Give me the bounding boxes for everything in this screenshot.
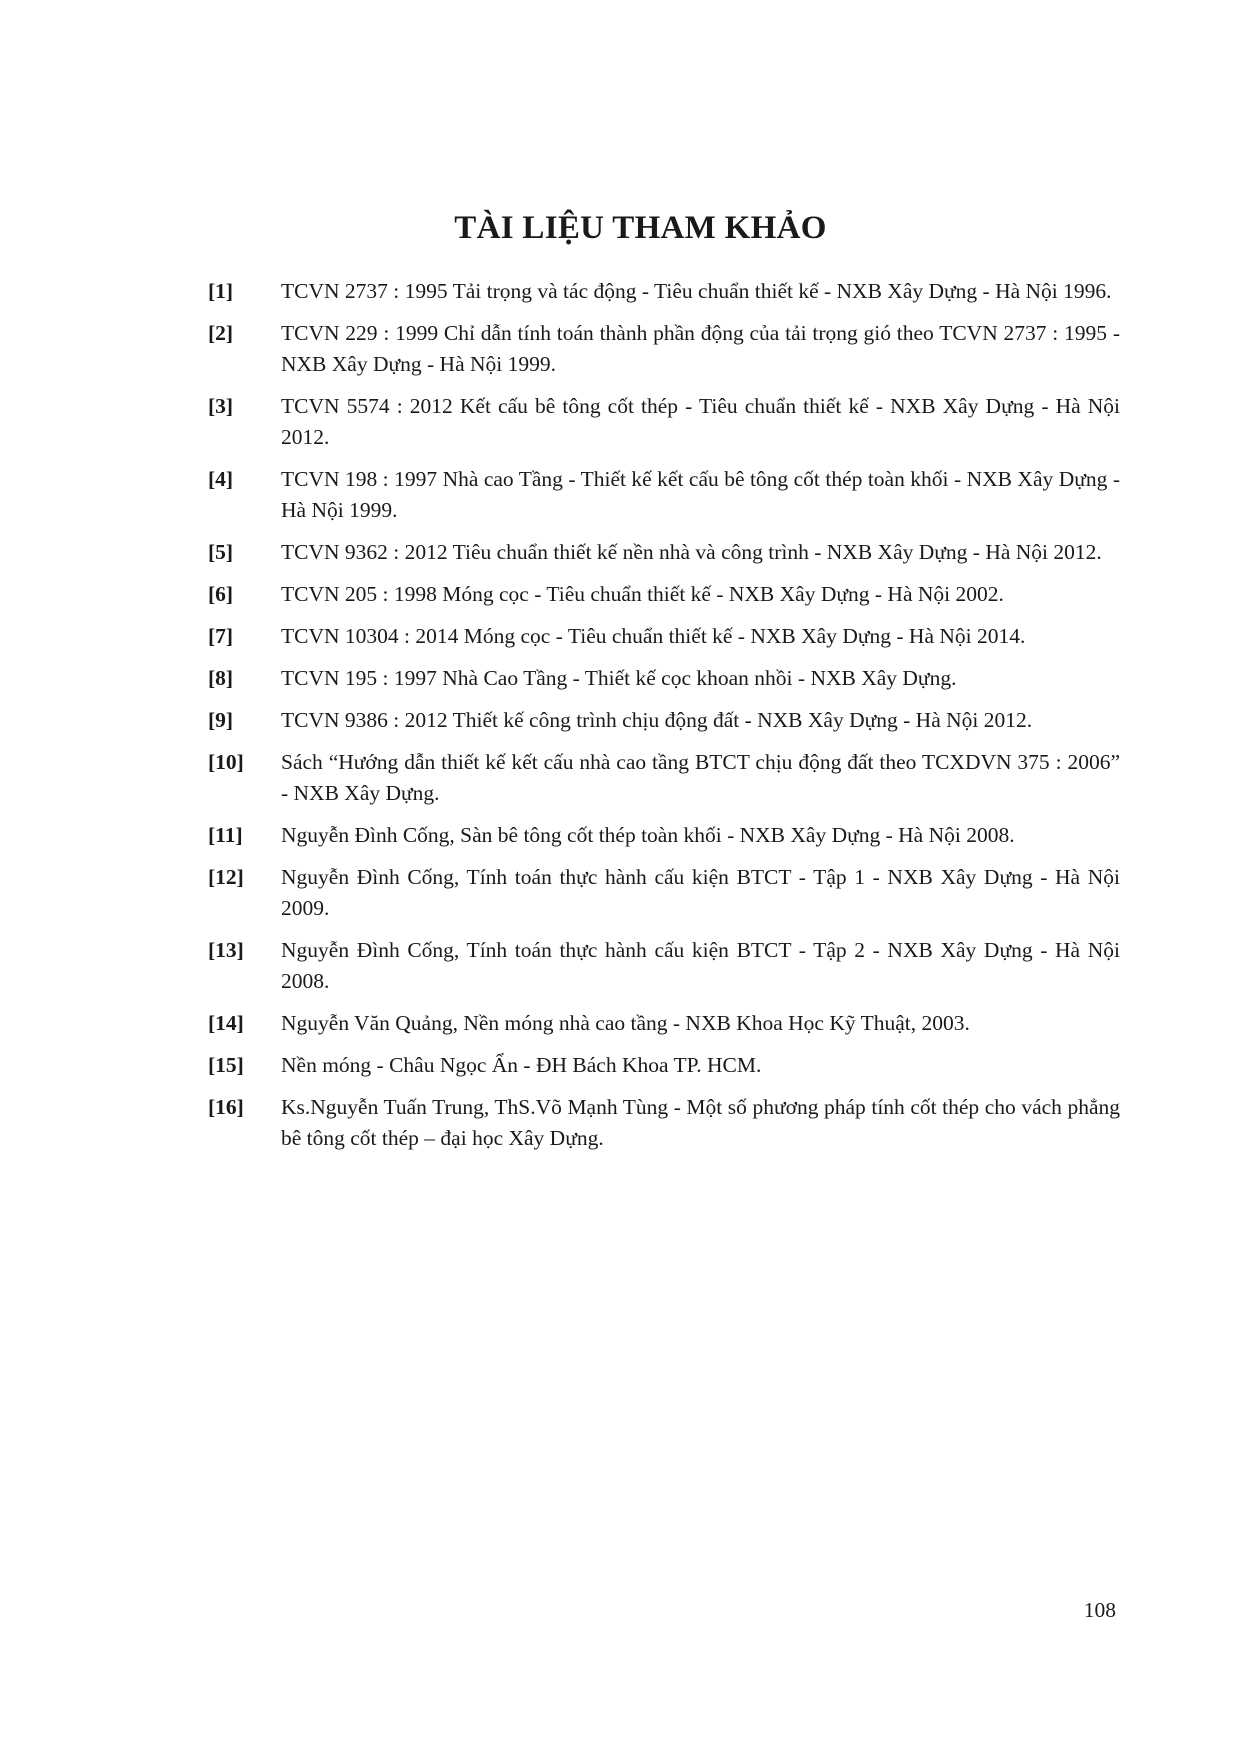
reference-number: [10] bbox=[208, 750, 244, 774]
reference-text: Nguyễn Đình Cống, Tính toán thực hành cấu kiện BTCT - Tập 2 - NXB Xây Dựng - Hà Nội 2008. bbox=[281, 938, 1120, 993]
reference-list bbox=[208, 276, 1120, 1165]
reference-number: [3] bbox=[208, 394, 234, 418]
reference-text: TCVN 5574 : 2012 Kết cấu bê tông cốt thép - Tiêu chuẩn thiết kế - NXB Xây Dựng - Hà Nội 2012. bbox=[281, 394, 1120, 449]
reference-item bbox=[208, 820, 1120, 851]
reference-number: [1] bbox=[208, 279, 234, 303]
reference-item bbox=[208, 935, 1120, 997]
reference-item bbox=[208, 318, 1120, 380]
reference-number: [9] bbox=[208, 708, 234, 732]
reference-text: Ks.Nguyễn Tuấn Trung, ThS.Võ Mạnh Tùng - Một số phương pháp tính cốt thép cho vách phẳng bê tông cốt thép – đại học Xây Dựng. bbox=[281, 1095, 1120, 1150]
reference-item bbox=[208, 705, 1120, 736]
reference-text: Nền móng - Châu Ngọc Ẩn - ĐH Bách Khoa TP. HCM. bbox=[281, 1053, 762, 1077]
reference-number: [7] bbox=[208, 624, 234, 648]
reference-item bbox=[208, 747, 1120, 809]
reference-item bbox=[208, 621, 1120, 652]
reference-text: TCVN 9362 : 2012 Tiêu chuẩn thiết kế nền nhà và công trình - NXB Xây Dựng - Hà Nội 2012. bbox=[281, 540, 1102, 564]
reference-text: TCVN 195 : 1997 Nhà Cao Tầng - Thiết kế cọc khoan nhồi - NXB Xây Dựng. bbox=[281, 666, 957, 690]
page-number: 108 bbox=[1083, 1598, 1116, 1622]
reference-item bbox=[208, 1008, 1120, 1039]
reference-number: [16] bbox=[208, 1095, 244, 1119]
reference-item bbox=[208, 663, 1120, 694]
reference-number: [8] bbox=[208, 666, 234, 690]
reference-text: Sách “Hướng dẫn thiết kế kết cấu nhà cao tầng BTCT chịu động đất theo TCXDVN 375 : 2006” - NXB Xây Dựng. bbox=[281, 750, 1120, 805]
reference-item bbox=[208, 276, 1120, 307]
reference-text: TCVN 205 : 1998 Móng cọc - Tiêu chuẩn thiết kế - NXB Xây Dựng - Hà Nội 2002. bbox=[281, 582, 1004, 606]
reference-number: [4] bbox=[208, 467, 234, 491]
reference-text: TCVN 2737 : 1995 Tải trọng và tác động - Tiêu chuẩn thiết kế - NXB Xây Dựng - Hà Nội 1996. bbox=[281, 279, 1112, 303]
reference-text: TCVN 229 : 1999 Chỉ dẫn tính toán thành phần động của tải trọng gió theo TCVN 2737 : 1995 - NXB Xây Dựng - Hà Nội 1999. bbox=[281, 321, 1120, 376]
reference-item bbox=[208, 537, 1120, 568]
reference-text: Nguyễn Đình Cống, Tính toán thực hành cấu kiện BTCT - Tập 1 - NXB Xây Dựng - Hà Nội 2009. bbox=[281, 865, 1120, 920]
reference-text: TCVN 10304 : 2014 Móng cọc - Tiêu chuẩn thiết kế - NXB Xây Dựng - Hà Nội 2014. bbox=[281, 624, 1026, 648]
reference-text: TCVN 9386 : 2012 Thiết kế công trình chịu động đất - NXB Xây Dựng - Hà Nội 2012. bbox=[281, 708, 1033, 732]
reference-number: [15] bbox=[208, 1053, 244, 1077]
reference-number: [6] bbox=[208, 582, 234, 606]
reference-number: [14] bbox=[208, 1011, 244, 1035]
reference-number: [5] bbox=[208, 540, 234, 564]
reference-text: Nguyễn Đình Cống, Sàn bê tông cốt thép toàn khối - NXB Xây Dựng - Hà Nội 2008. bbox=[281, 823, 1015, 847]
reference-item bbox=[208, 579, 1120, 610]
reference-text: TCVN 198 : 1997 Nhà cao Tầng - Thiết kế kết cấu bê tông cốt thép toàn khối - NXB Xây Dựng - Hà Nội 1999. bbox=[281, 467, 1120, 522]
reference-item bbox=[208, 1050, 1120, 1081]
reference-item bbox=[208, 1092, 1120, 1154]
reference-number: [13] bbox=[208, 938, 244, 962]
reference-number: [2] bbox=[208, 321, 234, 345]
reference-item bbox=[208, 464, 1120, 526]
reference-item bbox=[208, 391, 1120, 453]
reference-number: [12] bbox=[208, 865, 244, 889]
reference-text: Nguyễn Văn Quảng, Nền móng nhà cao tầng - NXB Khoa Học Kỹ Thuật, 2003. bbox=[281, 1011, 970, 1035]
reference-item bbox=[208, 862, 1120, 924]
page-title: TÀI LIỆU THAM KHẢO bbox=[454, 210, 827, 246]
reference-number: [11] bbox=[208, 823, 243, 847]
